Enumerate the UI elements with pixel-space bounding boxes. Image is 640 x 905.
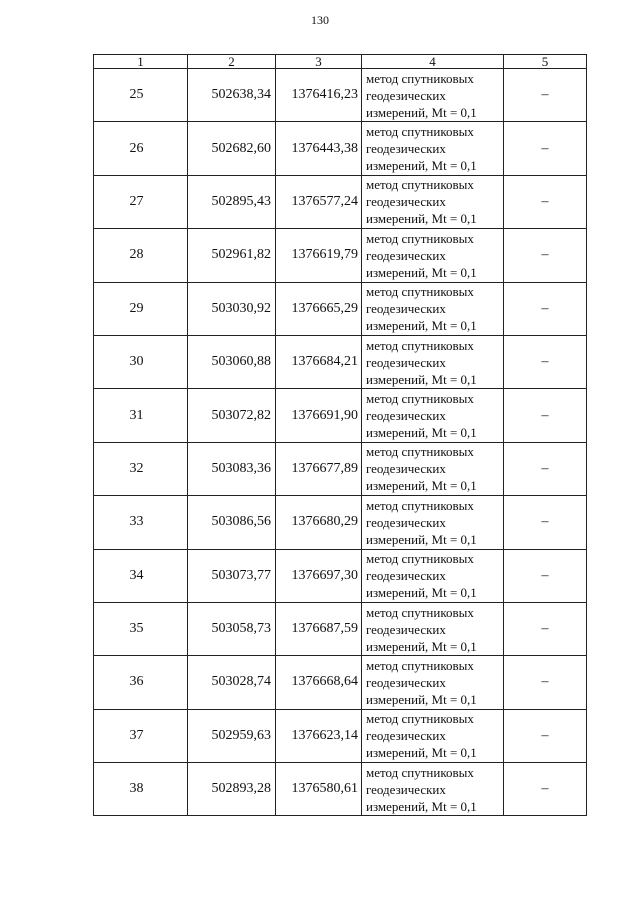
point-number: 25: [94, 69, 188, 122]
empty-dash: –: [504, 656, 587, 709]
empty-dash: –: [504, 282, 587, 335]
point-number: 26: [94, 122, 188, 175]
x-coordinate: 503058,73: [188, 602, 276, 655]
method-line: измерений, Mt = 0,1: [366, 638, 477, 654]
method-line: геодезических: [366, 461, 446, 477]
method-line: метод спутниковых: [366, 124, 474, 140]
y-coordinate: 1376668,64: [276, 656, 362, 709]
method-line: измерений, Mt = 0,1: [366, 798, 477, 814]
point-number: 33: [94, 496, 188, 549]
method-description: [362, 496, 504, 549]
column-header-2: 2: [188, 55, 276, 69]
method-line: геодезических: [366, 514, 446, 530]
x-coordinate: 503073,77: [188, 549, 276, 602]
table-row: [94, 656, 587, 709]
method-description: [362, 175, 504, 228]
empty-dash: –: [504, 602, 587, 655]
y-coordinate: 1376697,30: [276, 549, 362, 602]
point-number: 37: [94, 709, 188, 762]
table-header-row: [94, 55, 587, 69]
column-header-4: 4: [362, 55, 504, 69]
y-coordinate: 1376684,21: [276, 335, 362, 388]
x-coordinate: 503083,36: [188, 442, 276, 495]
method-line: метод спутниковых: [366, 657, 474, 673]
column-header-5: 5: [504, 55, 587, 69]
y-coordinate: 1376619,79: [276, 229, 362, 282]
method-line: метод спутниковых: [366, 444, 474, 460]
method-description: [362, 602, 504, 655]
method-line: метод спутниковых: [366, 177, 474, 193]
method-line: геодезических: [366, 568, 446, 584]
method-line: метод спутниковых: [366, 497, 474, 513]
x-coordinate: 503072,82: [188, 389, 276, 442]
method-description: [362, 763, 504, 816]
method-description: [362, 656, 504, 709]
method-line: метод спутниковых: [366, 604, 474, 620]
x-coordinate: 503030,92: [188, 282, 276, 335]
table-row: [94, 549, 587, 602]
page-number: 130: [311, 13, 329, 27]
y-coordinate: 1376687,59: [276, 602, 362, 655]
column-header-1: 1: [94, 55, 188, 69]
point-number: 32: [94, 442, 188, 495]
method-line: метод спутниковых: [366, 764, 474, 780]
empty-dash: –: [504, 549, 587, 602]
method-line: геодезических: [366, 621, 446, 637]
table-row: [94, 496, 587, 549]
method-line: геодезических: [366, 247, 446, 263]
x-coordinate: 502895,43: [188, 175, 276, 228]
method-line: метод спутниковых: [366, 551, 474, 567]
x-coordinate: 503028,74: [188, 656, 276, 709]
method-description: [362, 442, 504, 495]
method-line: измерений, Mt = 0,1: [366, 158, 477, 174]
y-coordinate: 1376623,14: [276, 709, 362, 762]
x-coordinate: 502961,82: [188, 229, 276, 282]
column-header-3: 3: [276, 55, 362, 69]
method-description: [362, 549, 504, 602]
empty-dash: –: [504, 122, 587, 175]
table-row: [94, 709, 587, 762]
method-line: измерений, Mt = 0,1: [366, 478, 477, 494]
method-line: измерений, Mt = 0,1: [366, 531, 477, 547]
method-line: метод спутниковых: [366, 284, 474, 300]
point-number: 28: [94, 229, 188, 282]
method-line: геодезических: [366, 87, 446, 103]
table-row: [94, 602, 587, 655]
point-number: 27: [94, 175, 188, 228]
y-coordinate: 1376665,29: [276, 282, 362, 335]
method-line: геодезических: [366, 141, 446, 157]
method-description: [362, 69, 504, 122]
method-line: геодезических: [366, 354, 446, 370]
x-coordinate: 503060,88: [188, 335, 276, 388]
method-line: измерений, Mt = 0,1: [366, 371, 477, 387]
y-coordinate: 1376416,23: [276, 69, 362, 122]
method-line: измерений, Mt = 0,1: [366, 745, 477, 761]
method-line: метод спутниковых: [366, 70, 474, 86]
method-line: метод спутниковых: [366, 337, 474, 353]
y-coordinate: 1376443,38: [276, 122, 362, 175]
method-description: [362, 122, 504, 175]
table-row: [94, 335, 587, 388]
point-number: 35: [94, 602, 188, 655]
table-row: [94, 763, 587, 816]
method-line: геодезических: [366, 781, 446, 797]
table-row: [94, 389, 587, 442]
empty-dash: –: [504, 763, 587, 816]
table-row: [94, 229, 587, 282]
table-row: [94, 282, 587, 335]
method-description: [362, 282, 504, 335]
table-row: [94, 69, 587, 122]
empty-dash: –: [504, 335, 587, 388]
y-coordinate: 1376677,89: [276, 442, 362, 495]
empty-dash: –: [504, 442, 587, 495]
empty-dash: –: [504, 229, 587, 282]
method-line: геодезических: [366, 408, 446, 424]
method-line: измерений, Mt = 0,1: [366, 318, 477, 334]
point-number: 36: [94, 656, 188, 709]
method-line: геодезических: [366, 674, 446, 690]
x-coordinate: 502682,60: [188, 122, 276, 175]
method-line: геодезических: [366, 728, 446, 744]
method-line: измерений, Mt = 0,1: [366, 691, 477, 707]
method-description: [362, 389, 504, 442]
point-number: 34: [94, 549, 188, 602]
point-number: 31: [94, 389, 188, 442]
x-coordinate: 502959,63: [188, 709, 276, 762]
method-line: метод спутниковых: [366, 230, 474, 246]
coordinates-table: [93, 54, 587, 816]
x-coordinate: 503086,56: [188, 496, 276, 549]
method-description: [362, 229, 504, 282]
method-line: метод спутниковых: [366, 391, 474, 407]
method-description: [362, 335, 504, 388]
method-line: измерений, Mt = 0,1: [366, 425, 477, 441]
x-coordinate: 502638,34: [188, 69, 276, 122]
empty-dash: –: [504, 389, 587, 442]
y-coordinate: 1376691,90: [276, 389, 362, 442]
table-body: [94, 69, 587, 816]
method-line: измерений, Mt = 0,1: [366, 211, 477, 227]
method-line: измерений, Mt = 0,1: [366, 104, 477, 120]
method-description: [362, 709, 504, 762]
table-row: [94, 442, 587, 495]
empty-dash: –: [504, 175, 587, 228]
empty-dash: –: [504, 69, 587, 122]
method-line: геодезических: [366, 301, 446, 317]
empty-dash: –: [504, 709, 587, 762]
method-line: метод спутниковых: [366, 711, 474, 727]
method-line: геодезических: [366, 194, 446, 210]
y-coordinate: 1376680,29: [276, 496, 362, 549]
y-coordinate: 1376580,61: [276, 763, 362, 816]
method-line: измерений, Mt = 0,1: [366, 264, 477, 280]
x-coordinate: 502893,28: [188, 763, 276, 816]
point-number: 38: [94, 763, 188, 816]
method-line: измерений, Mt = 0,1: [366, 585, 477, 601]
point-number: 30: [94, 335, 188, 388]
table-row: [94, 122, 587, 175]
point-number: 29: [94, 282, 188, 335]
y-coordinate: 1376577,24: [276, 175, 362, 228]
table-row: [94, 175, 587, 228]
empty-dash: –: [504, 496, 587, 549]
